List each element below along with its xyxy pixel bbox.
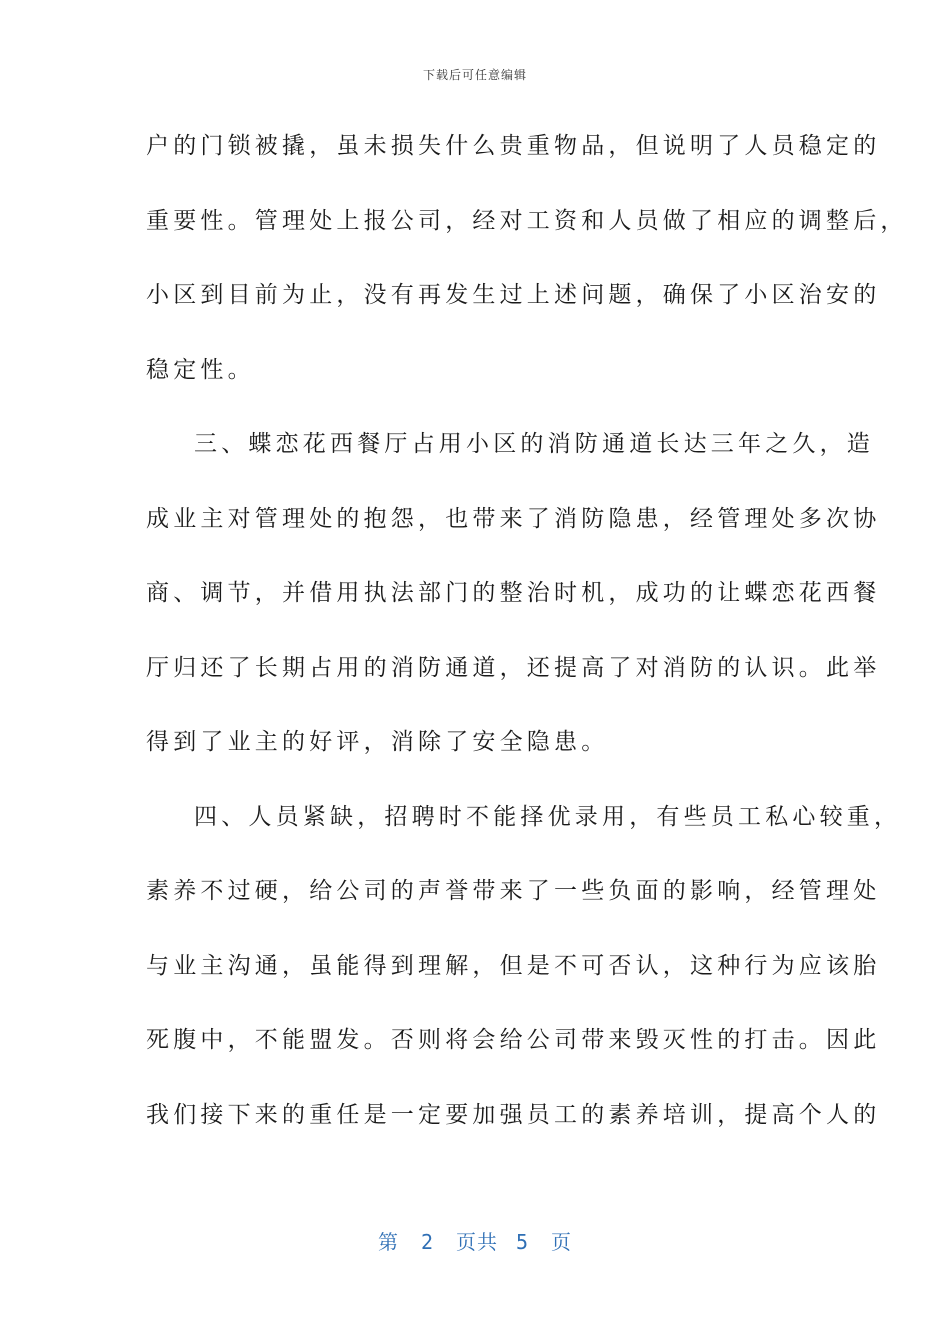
text-line: 死腹中，不能盟发。否则将会给公司带来毁灭性的打击。因此	[146, 1027, 881, 1053]
text-line: 小区到目前为止，没有再发生过上述问题，确保了小区治安的	[146, 282, 881, 308]
text-line: 我们接下来的重任是一定要加强员工的素养培训，提高个人的	[146, 1101, 881, 1128]
total-pages-number: 5	[516, 1230, 530, 1254]
page-footer	[0, 1226, 950, 1255]
footer-middle: 页共	[456, 1230, 498, 1254]
document-body	[146, 118, 908, 1161]
text-line: 素养不过硬，给公司的声誉带来了一些负面的影响，经管理处	[146, 878, 881, 904]
page-header: 下载后可任意编辑	[422, 68, 527, 82]
text-line: 与业主沟通，虽能得到理解，但是不可否认，这种行为应该胎	[146, 952, 881, 979]
footer-prefix: 第	[377, 1230, 399, 1254]
current-page-number: 2	[420, 1230, 434, 1254]
text-line: 得到了业主的好评，消除了安全隐患。	[146, 729, 609, 755]
text-line: 户的门锁被撬，虽未损失什么贵重物品，但说明了人员稳定的	[146, 133, 881, 159]
paragraph-start-line: 三、蝶恋花西餐厅占用小区的消防通道长达三年之久，造	[194, 431, 874, 457]
text-line: 稳定性。	[146, 356, 255, 383]
text-line: 重要性。管理处上报公司，经对工资和人员做了相应的调整后，	[146, 207, 908, 234]
text-line: 成业主对管理处的抱怨，也带来了消防隐患，经管理处多次协	[146, 505, 881, 532]
paragraph-start-line: 四、人员紧缺，招聘时不能择优录用，有些员工私心较重，	[194, 803, 902, 830]
footer-suffix: 页	[551, 1230, 573, 1254]
text-line: 商、调节，并借用执法部门的整治时机，成功的让蝶恋花西餐	[146, 580, 881, 606]
text-line: 厅归还了长期占用的消防通道，还提高了对消防的认识。此举	[146, 654, 881, 681]
